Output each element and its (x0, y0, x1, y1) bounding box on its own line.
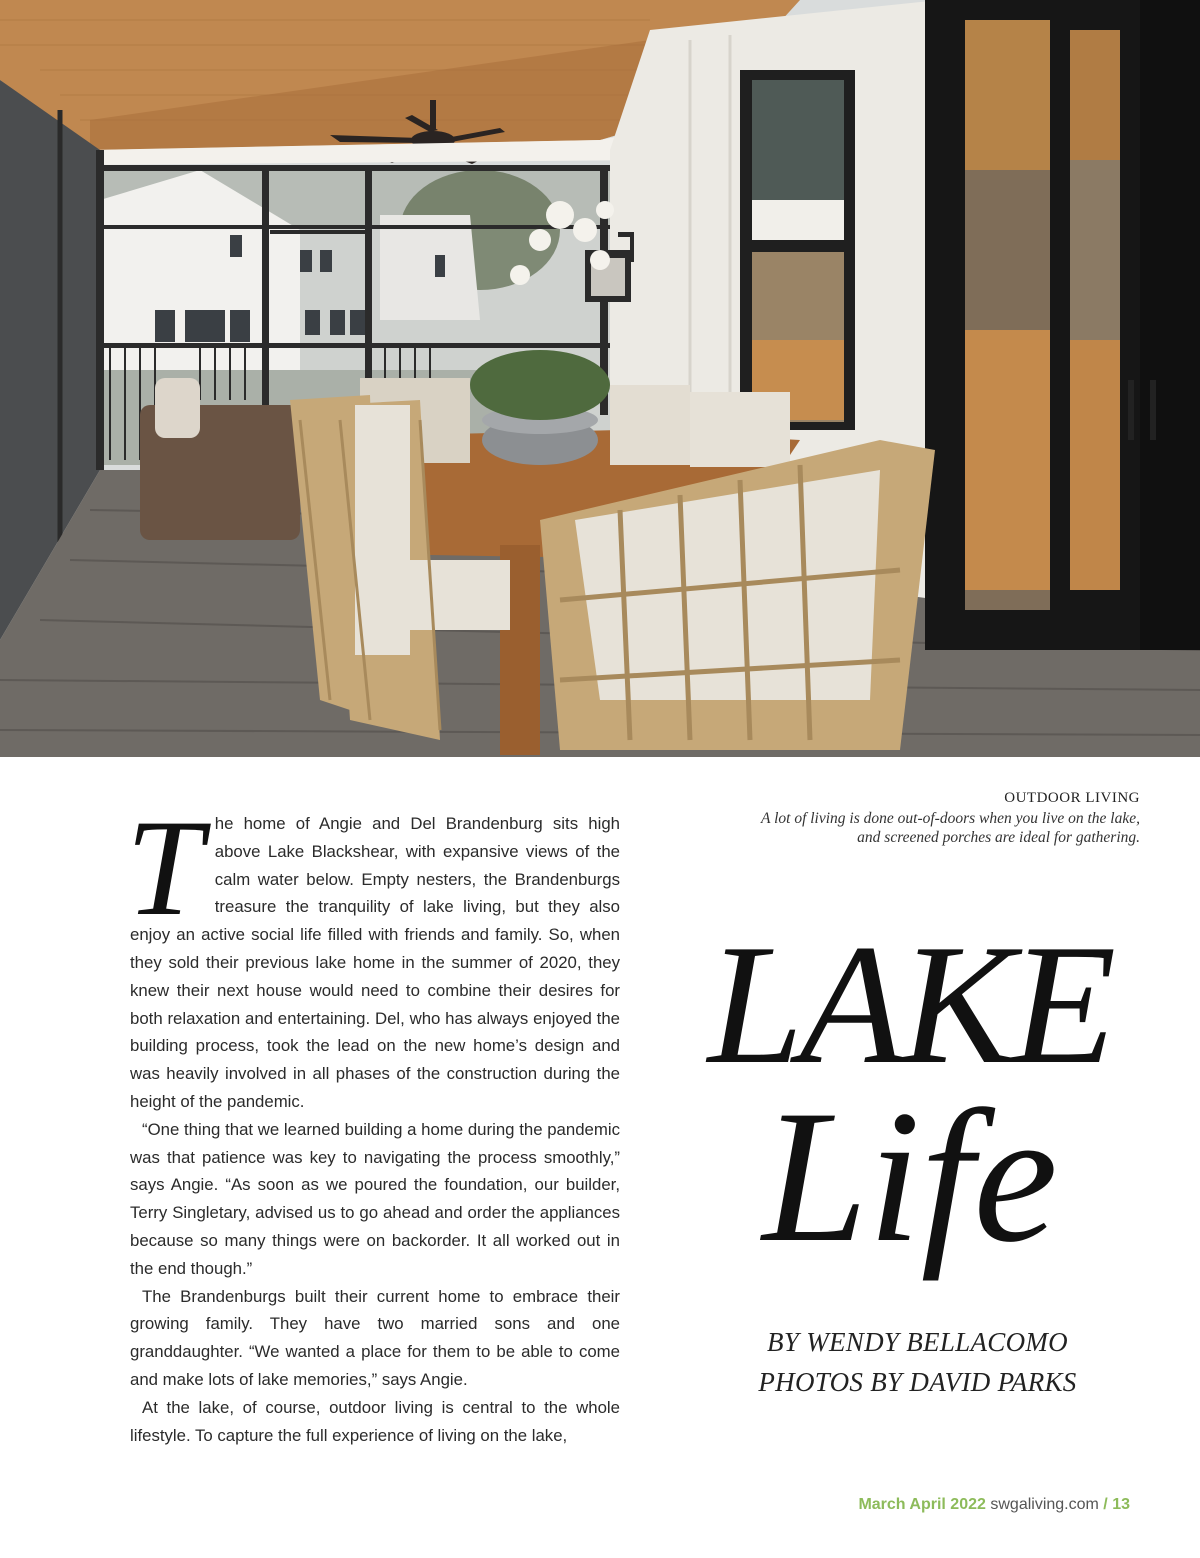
headline-word-lake: LAKE (707, 910, 1113, 1100)
article-body (126, 791, 620, 1449)
article-headline (640, 910, 1180, 1282)
author-credit: BY WENDY BELLACOMO (767, 1327, 1068, 1357)
drop-cap: T (126, 791, 203, 944)
caption-line-1: A lot of living is done out-of-doors when you live on the lake, (761, 810, 1140, 827)
article-paragraph-2: “One thing that we learned building a home during the pandemic was that patience was key to navigating the process smoothly,” says Angie. “As soon as we poured the foundation, our builder, Terry Singletary, advised us to go ahead and order the appliances because so many things were on backorder. It all worked out in the end though.” (130, 1119, 620, 1278)
headline-word-life: Life (762, 1072, 1058, 1282)
issue-date: March April 2022 (858, 1496, 986, 1513)
website-url: swgaliving.com (990, 1496, 1099, 1513)
photo-caption (620, 790, 1140, 847)
hero-photo (0, 0, 1200, 757)
folio-separator: / (1103, 1496, 1108, 1513)
article-paragraph-3: The Brandenburgs built their current home to embrace their growing family. They have two married sons and one granddaughter. “We wanted a place for them to be able to come and make lots of lake memories,” says Angie. (130, 1286, 620, 1389)
caption-title: OUTDOOR LIVING (1004, 790, 1140, 806)
paragraph-1-text: he home of Angie and Del Brandenburg sits high above Lake Blackshear, with expansive views of the calm water below. Empty nesters, the Brandenburgs treasure the tranquility of lake living, but they also enjoy an active social life filled with friends and family. So, when they sold their previous lake home in the summer of 2020, they knew their next house would need to combine their desires for both relaxation and entertaining. Del, who has always enjoyed the building process, took the lead on the new home’s design and was heavily involved in all phases of the construction during the height of the pandemic. (130, 814, 620, 1111)
article-paragraph-1 (126, 791, 620, 1116)
caption-line-2: and screened porches are ideal for gathering. (857, 829, 1140, 846)
porch-illustration (0, 0, 1200, 757)
article-paragraph-4: At the lake, of course, outdoor living is central to the whole lifestyle. To capture the full experience of living on the lake, (130, 1397, 620, 1445)
page-folio (858, 1496, 1130, 1514)
byline (700, 1322, 1135, 1402)
photo-credit: PHOTOS BY DAVID PARKS (758, 1367, 1077, 1397)
page-number: 13 (1112, 1496, 1130, 1513)
